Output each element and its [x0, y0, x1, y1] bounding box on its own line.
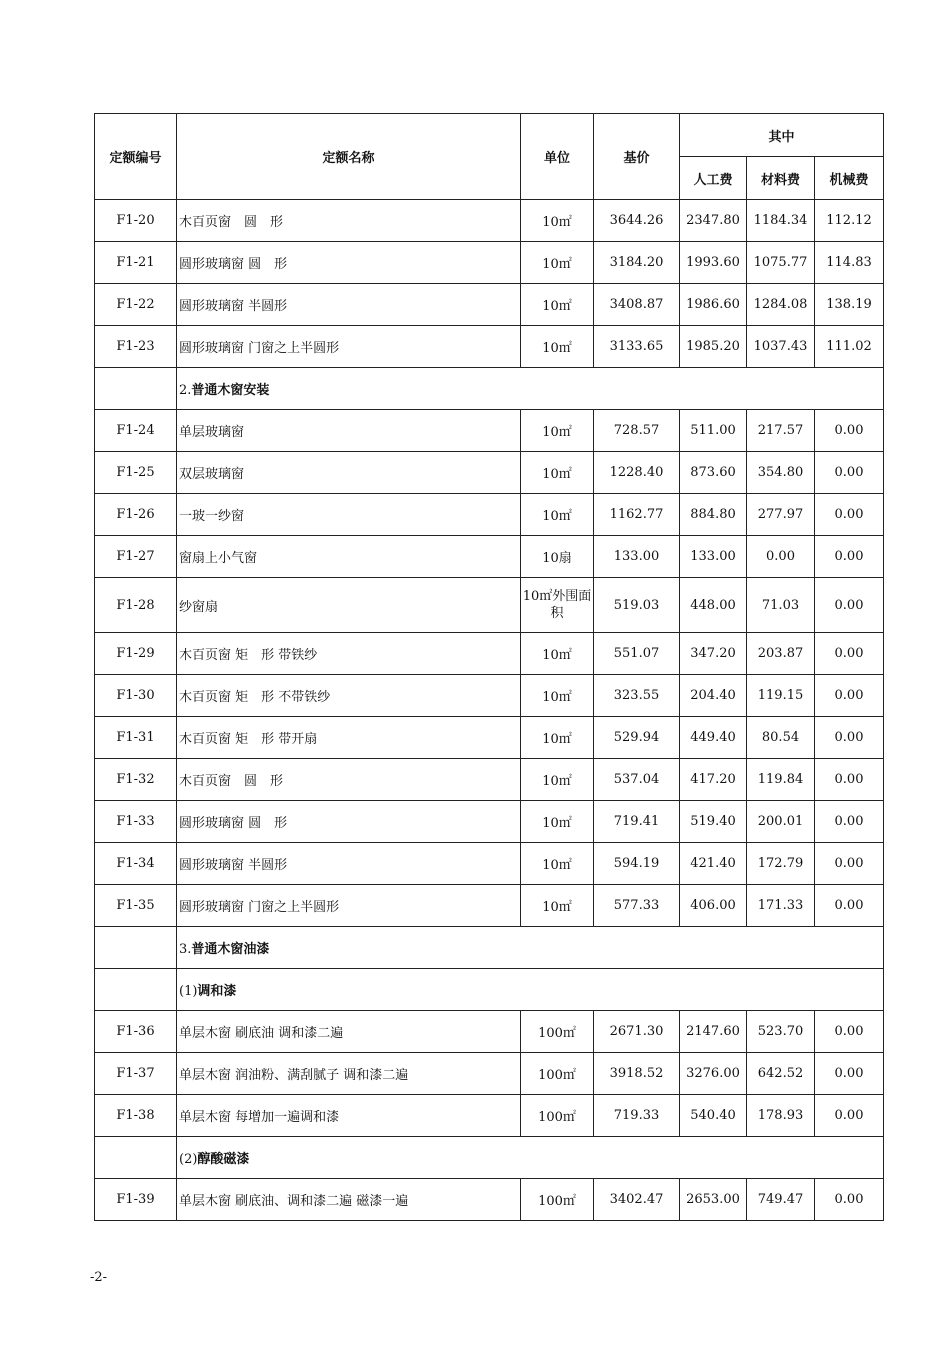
header-labor: 人工费: [680, 157, 747, 200]
cell-material: 277.97: [747, 494, 815, 536]
table-row: [95, 326, 884, 368]
cell-machine: 112.12: [815, 200, 884, 242]
cell-base-price: 719.41: [594, 801, 680, 843]
cell-material: 80.54: [747, 717, 815, 759]
cell-material: 71.03: [747, 578, 815, 633]
section-row: [95, 927, 884, 969]
cell-labor: 1985.20: [680, 326, 747, 368]
cell-machine: 0.00: [815, 717, 884, 759]
cell-labor: 1986.60: [680, 284, 747, 326]
cell-unit: 10㎡: [521, 494, 594, 536]
cell-material: 203.87: [747, 633, 815, 675]
table-row: [95, 578, 884, 633]
table-row: [95, 801, 884, 843]
cell-material: 1184.34: [747, 200, 815, 242]
cell-machine: 0.00: [815, 578, 884, 633]
cell-machine: 0.00: [815, 843, 884, 885]
cell-labor: 2147.60: [680, 1011, 747, 1053]
cell-code: [95, 368, 177, 410]
cell-unit: 10㎡: [521, 200, 594, 242]
cell-code: F1-36: [95, 1011, 177, 1053]
table-row: [95, 200, 884, 242]
cell-code: F1-23: [95, 326, 177, 368]
cell-base-price: 3402.47: [594, 1179, 680, 1221]
cell-code: F1-38: [95, 1095, 177, 1137]
cell-code: F1-29: [95, 633, 177, 675]
cell-code: [95, 927, 177, 969]
table-row: [95, 759, 884, 801]
cell-material: 1037.43: [747, 326, 815, 368]
cell-name: 木百页窗 圆 形: [177, 759, 521, 801]
cell-unit: 100㎡: [521, 1179, 594, 1221]
cell-unit: 10㎡: [521, 284, 594, 326]
cell-base-price: 3918.52: [594, 1053, 680, 1095]
cell-labor: 204.40: [680, 675, 747, 717]
cell-name: 双层玻璃窗: [177, 452, 521, 494]
table-row: [95, 284, 884, 326]
section-number: (2): [179, 1152, 198, 1167]
cell-material: 200.01: [747, 801, 815, 843]
cell-labor: 417.20: [680, 759, 747, 801]
cell-machine: 0.00: [815, 885, 884, 927]
section-label: 醇酸磁漆: [197, 1152, 250, 1167]
cell-material: 217.57: [747, 410, 815, 452]
section-label: 普通木窗安装: [191, 383, 270, 398]
cell-name: 窗扇上小气窗: [177, 536, 521, 578]
cell-base-price: 2671.30: [594, 1011, 680, 1053]
cell-machine: 0.00: [815, 801, 884, 843]
table-row: [95, 1053, 884, 1095]
cell-labor: 884.80: [680, 494, 747, 536]
cell-code: F1-20: [95, 200, 177, 242]
header-base-price: 基价: [594, 114, 680, 200]
cell-name: 木百页窗 矩 形 带铁纱: [177, 633, 521, 675]
cell-code: F1-34: [95, 843, 177, 885]
cell-labor: 133.00: [680, 536, 747, 578]
cell-unit: 10㎡: [521, 675, 594, 717]
cell-name: 木百页窗 圆 形: [177, 200, 521, 242]
cell-code: [95, 1137, 177, 1179]
cell-machine: 0.00: [815, 452, 884, 494]
cell-machine: 138.19: [815, 284, 884, 326]
cell-material: 523.70: [747, 1011, 815, 1053]
table-row: [95, 1095, 884, 1137]
cell-code: F1-28: [95, 578, 177, 633]
cell-material: 119.84: [747, 759, 815, 801]
cell-unit: 10㎡: [521, 717, 594, 759]
cell-machine: 0.00: [815, 633, 884, 675]
page-number: -2-: [90, 1270, 108, 1285]
table-row: [95, 633, 884, 675]
cell-code: F1-21: [95, 242, 177, 284]
cell-unit: 100㎡: [521, 1011, 594, 1053]
cell-machine: 0.00: [815, 1053, 884, 1095]
cell-unit: 10㎡: [521, 759, 594, 801]
header-name: 定额名称: [177, 114, 521, 200]
cell-name: 圆形玻璃窗 圆 形: [177, 242, 521, 284]
table-row: [95, 717, 884, 759]
header-material: 材料费: [747, 157, 815, 200]
section-title: [177, 927, 884, 969]
cell-base-price: 3184.20: [594, 242, 680, 284]
cell-unit: 10㎡: [521, 242, 594, 284]
cell-material: 0.00: [747, 536, 815, 578]
cell-code: F1-32: [95, 759, 177, 801]
cell-unit: 10㎡: [521, 633, 594, 675]
cell-unit: 10㎡: [521, 452, 594, 494]
table-body: [95, 200, 884, 1221]
cell-labor: 1993.60: [680, 242, 747, 284]
table-row: [95, 410, 884, 452]
cell-base-price: 3133.65: [594, 326, 680, 368]
cell-material: 171.33: [747, 885, 815, 927]
cell-name: 单层木窗 润油粉、满刮腻子 调和漆二遍: [177, 1053, 521, 1095]
cell-material: 1075.77: [747, 242, 815, 284]
cell-base-price: 3644.26: [594, 200, 680, 242]
table-row: [95, 675, 884, 717]
cell-code: F1-24: [95, 410, 177, 452]
section-row: [95, 1137, 884, 1179]
cell-base-price: 323.55: [594, 675, 680, 717]
header-code: 定额编号: [95, 114, 177, 200]
cell-machine: 0.00: [815, 410, 884, 452]
cell-base-price: 577.33: [594, 885, 680, 927]
table-row: [95, 843, 884, 885]
cell-code: F1-30: [95, 675, 177, 717]
cell-unit: 10扇: [521, 536, 594, 578]
cell-name: 单层木窗 刷底油 调和漆二遍: [177, 1011, 521, 1053]
cell-code: F1-33: [95, 801, 177, 843]
cell-machine: 0.00: [815, 536, 884, 578]
header-unit: 单位: [521, 114, 594, 200]
cell-labor: 3276.00: [680, 1053, 747, 1095]
cell-base-price: 519.03: [594, 578, 680, 633]
table-header: [95, 114, 884, 200]
cell-labor: 448.00: [680, 578, 747, 633]
cell-labor: 2347.80: [680, 200, 747, 242]
cell-base-price: 1162.77: [594, 494, 680, 536]
cell-name: 圆形玻璃窗 门窗之上半圆形: [177, 885, 521, 927]
cell-name: 圆形玻璃窗 半圆形: [177, 843, 521, 885]
cell-unit: 10㎡: [521, 843, 594, 885]
cell-name: 圆形玻璃窗 门窗之上半圆形: [177, 326, 521, 368]
cell-name: 木百页窗 矩 形 带开扇: [177, 717, 521, 759]
cell-code: F1-25: [95, 452, 177, 494]
cell-code: F1-35: [95, 885, 177, 927]
cell-base-price: 594.19: [594, 843, 680, 885]
header-breakdown: 其中: [680, 114, 884, 157]
cell-base-price: 728.57: [594, 410, 680, 452]
cell-material: 178.93: [747, 1095, 815, 1137]
cell-base-price: 719.33: [594, 1095, 680, 1137]
cell-base-price: 133.00: [594, 536, 680, 578]
cell-labor: 873.60: [680, 452, 747, 494]
cell-code: F1-39: [95, 1179, 177, 1221]
cell-labor: 519.40: [680, 801, 747, 843]
cell-material: 354.80: [747, 452, 815, 494]
cell-base-price: 1228.40: [594, 452, 680, 494]
cell-code: F1-37: [95, 1053, 177, 1095]
cell-machine: 111.02: [815, 326, 884, 368]
cell-labor: 421.40: [680, 843, 747, 885]
cell-code: F1-31: [95, 717, 177, 759]
section-label: 普通木窗油漆: [191, 942, 270, 957]
section-row: [95, 969, 884, 1011]
cell-base-price: 551.07: [594, 633, 680, 675]
table-row: [95, 1179, 884, 1221]
cell-code: F1-26: [95, 494, 177, 536]
section-title: [177, 1137, 884, 1179]
cell-material: 172.79: [747, 843, 815, 885]
cell-code: F1-22: [95, 284, 177, 326]
cell-machine: 0.00: [815, 759, 884, 801]
table-row: [95, 885, 884, 927]
cell-code: [95, 969, 177, 1011]
cell-base-price: 3408.87: [594, 284, 680, 326]
section-number: 2.: [179, 383, 192, 398]
cell-labor: 347.20: [680, 633, 747, 675]
section-title: [177, 368, 884, 410]
table-row: [95, 1011, 884, 1053]
table-row: [95, 536, 884, 578]
cell-machine: 0.00: [815, 1179, 884, 1221]
cell-name: 圆形玻璃窗 圆 形: [177, 801, 521, 843]
cell-unit: 100㎡: [521, 1095, 594, 1137]
section-number: (1): [179, 984, 198, 999]
cell-unit: 100㎡: [521, 1053, 594, 1095]
cell-labor: 540.40: [680, 1095, 747, 1137]
cell-name: 一玻一纱窗: [177, 494, 521, 536]
cell-name: 单层玻璃窗: [177, 410, 521, 452]
cell-name: 纱窗扇: [177, 578, 521, 633]
cell-material: 642.52: [747, 1053, 815, 1095]
cell-name: 圆形玻璃窗 半圆形: [177, 284, 521, 326]
cell-code: F1-27: [95, 536, 177, 578]
section-number: 3.: [179, 942, 192, 957]
cell-machine: 0.00: [815, 1011, 884, 1053]
cell-unit: 10㎡: [521, 801, 594, 843]
header-machine: 机械费: [815, 157, 884, 200]
cell-name: 木百页窗 矩 形 不带铁纱: [177, 675, 521, 717]
cell-material: 119.15: [747, 675, 815, 717]
cell-unit: 10㎡: [521, 410, 594, 452]
cell-labor: 2653.00: [680, 1179, 747, 1221]
cell-base-price: 537.04: [594, 759, 680, 801]
cell-unit: 10㎡外围面积: [521, 578, 594, 633]
quota-table: [94, 113, 884, 1221]
section-label: 调和漆: [197, 984, 237, 999]
section-title: [177, 969, 884, 1011]
cell-machine: 0.00: [815, 494, 884, 536]
table-row: [95, 494, 884, 536]
cell-machine: 114.83: [815, 242, 884, 284]
cell-machine: 0.00: [815, 1095, 884, 1137]
cell-labor: 406.00: [680, 885, 747, 927]
cell-base-price: 529.94: [594, 717, 680, 759]
cell-material: 1284.08: [747, 284, 815, 326]
cell-name: 单层木窗 每增加一遍调和漆: [177, 1095, 521, 1137]
cell-unit: 10㎡: [521, 885, 594, 927]
cell-material: 749.47: [747, 1179, 815, 1221]
table-row: [95, 452, 884, 494]
cell-machine: 0.00: [815, 675, 884, 717]
cell-unit: 10㎡: [521, 326, 594, 368]
section-row: [95, 368, 884, 410]
cell-labor: 511.00: [680, 410, 747, 452]
cell-name: 单层木窗 刷底油、调和漆二遍 磁漆一遍: [177, 1179, 521, 1221]
table-row: [95, 242, 884, 284]
cell-labor: 449.40: [680, 717, 747, 759]
